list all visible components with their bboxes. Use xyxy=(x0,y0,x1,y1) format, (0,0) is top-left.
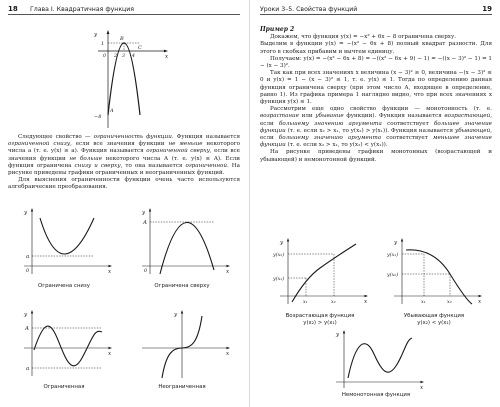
example-conclusion: Так как при всех значениях x величина (x − 3)² ≥ 0, величина −(x − 3)² ≤ 0 и y(x) = 1 − (x − 3)² ≤ 1, т. е. y(x) ≤ 1. Тогда по определению данная функция ограничена сверху (при этом число A, входящее в определение, равно 1). Из графика примера 1 наглядно видно, что при всех значениях x функция y(x) ≤ 1. xyxy=(260,70,492,106)
example-step-2: Получаем: y(x) = −(x² − 6x + 8) = −((x² − 6x + 9) − 1) = −((x − 3)² − 1) = 1 − (x − 3)². xyxy=(260,55,492,70)
x-label: x xyxy=(226,269,230,275)
graph-decreasing xyxy=(384,238,484,308)
graph-nonmonotonic xyxy=(326,330,426,390)
curve xyxy=(292,244,356,302)
x-label: x xyxy=(420,385,424,391)
paragraph-monotonicity: Рассмотрим еще одно свойство функции — монотонность (т. е. возрастание или убывание функции). Функция называется возрастающей, если большему значению аргумента соответствует большее значение функции (т. е. если x₂ > x₁, то y(x₂) > y(x₁)). Функция называется убывающей, если большему значению аргумента соответствует меньшее значение функции (т. е. если x₂ > x₁, то y(x₂) < y(x₁)). xyxy=(260,106,492,149)
right-page xyxy=(252,0,500,407)
graph-bounded-above xyxy=(132,208,232,278)
caption-nonmonotonic: Немонотонная функция xyxy=(341,392,411,398)
graph-unbounded xyxy=(132,310,232,380)
book-spine xyxy=(249,0,250,407)
right-body-text xyxy=(260,26,492,164)
label-y-x1: y(x₁) xyxy=(387,253,399,258)
point-A: A xyxy=(110,108,114,114)
caption-line-1: Возрастающая функция xyxy=(285,313,355,319)
x-label: x xyxy=(165,54,169,60)
y-label: y xyxy=(394,240,398,246)
caption-line-2: y(x₂) > y(x₁) xyxy=(303,319,337,326)
right-page-header xyxy=(260,4,492,15)
label-x2: x₂ xyxy=(447,300,452,305)
x-label: x xyxy=(108,351,112,357)
caption-unbounded: Неограниченная xyxy=(158,384,206,390)
origin-label: 0 xyxy=(144,269,148,274)
label-x1: x₁ xyxy=(421,300,426,305)
x-label: x xyxy=(478,299,482,305)
example-step-1: Выделим в функции y(x) = −(x² − 6x + 8) полный квадрат разности. Для этого в скобках прибавим и вычтем единицу. xyxy=(260,41,492,55)
y-label: y xyxy=(336,332,340,338)
y-label: y xyxy=(142,210,146,216)
curve xyxy=(34,326,102,366)
parabola-graph xyxy=(92,30,172,130)
x-axis-arrow-icon xyxy=(164,50,168,53)
tick-minus-8: −8 xyxy=(94,114,102,120)
caption-bounded: Ограниченная xyxy=(43,384,85,390)
running-title: Уроки 3–5. Свойства функций xyxy=(260,6,358,13)
caption-bounded-below: Ограничена снизу xyxy=(38,283,90,289)
label-a: a xyxy=(26,366,30,372)
label-A: A xyxy=(25,326,29,332)
caption-line-2: y(x₂) < y(x₁) xyxy=(417,319,451,326)
label-A: A xyxy=(143,220,147,226)
tick-4: 4 xyxy=(132,54,135,59)
page-number: 18 xyxy=(8,5,18,13)
y-axis-arrow-icon xyxy=(107,30,110,34)
graph-increasing xyxy=(270,238,370,308)
left-body-text xyxy=(8,134,240,192)
x-label: x xyxy=(108,269,112,275)
label-a: a xyxy=(26,254,30,260)
tick-3: 3 xyxy=(122,54,125,59)
curve xyxy=(348,338,412,378)
paragraph-boundedness: Следующее свойство — ограниченность функции. Функция называется ограниченной снизу, если все значения функции не меньше некоторого числа a (т. е. y(x) ≥ a). Функция называется ограниченной сверху, если все значения функции не больше некоторого числа A (т. е. y(x) ≤ A). Если функция ограничена снизу и сверху, то она называется ограниченной. На рисунке приведены графики ограниченных и неограниченных функций. xyxy=(8,134,241,177)
paragraph-algebraic: Для выяснения ограниченности функции очень часто используются алгебраические преобразования. xyxy=(8,177,240,191)
x-label: x xyxy=(364,299,368,305)
label-x2: x₂ xyxy=(331,300,336,305)
page-number: 19 xyxy=(482,5,492,13)
label-y-x2: y(x₂) xyxy=(273,253,285,258)
y-label: y xyxy=(174,312,178,318)
left-page xyxy=(0,0,248,407)
example-claim: Докажем, что функция y(x) = −x² + 6x − 8 ограничена сверху. xyxy=(270,34,457,41)
y-label: y xyxy=(24,312,28,318)
tick-1: 1 xyxy=(101,41,105,47)
tick-0: 0 xyxy=(103,54,106,59)
label-x1: x₁ xyxy=(303,300,308,305)
y-label: y xyxy=(280,240,284,246)
x-label: x xyxy=(226,351,230,357)
curve xyxy=(40,218,94,254)
origin-label: 0 xyxy=(26,269,30,274)
paragraph-figures-intro: На рисунке приведены графики монотонных (возрастающей и убывающей) и немонотонной функций. xyxy=(260,149,492,163)
y-label: y xyxy=(94,32,98,38)
caption-line-1: Убывающая функция xyxy=(403,313,465,319)
graph-bounded-below xyxy=(14,208,114,278)
left-page-header xyxy=(8,4,240,15)
example-title: Пример 2 xyxy=(260,26,295,33)
y-label: y xyxy=(24,210,28,216)
caption-increasing xyxy=(270,313,370,326)
label-y-x1: y(x₁) xyxy=(273,277,285,282)
tick-2: 2 xyxy=(114,54,117,59)
graph-bounded xyxy=(14,310,114,380)
point-B: B xyxy=(120,36,124,42)
label-y-x2: y(x₂) xyxy=(387,273,399,278)
caption-bounded-above: Ограничена сверху xyxy=(154,283,210,289)
point-C: C xyxy=(138,45,142,51)
caption-decreasing xyxy=(384,313,484,326)
running-title: Глава I. Квадратичная функция xyxy=(30,6,135,13)
